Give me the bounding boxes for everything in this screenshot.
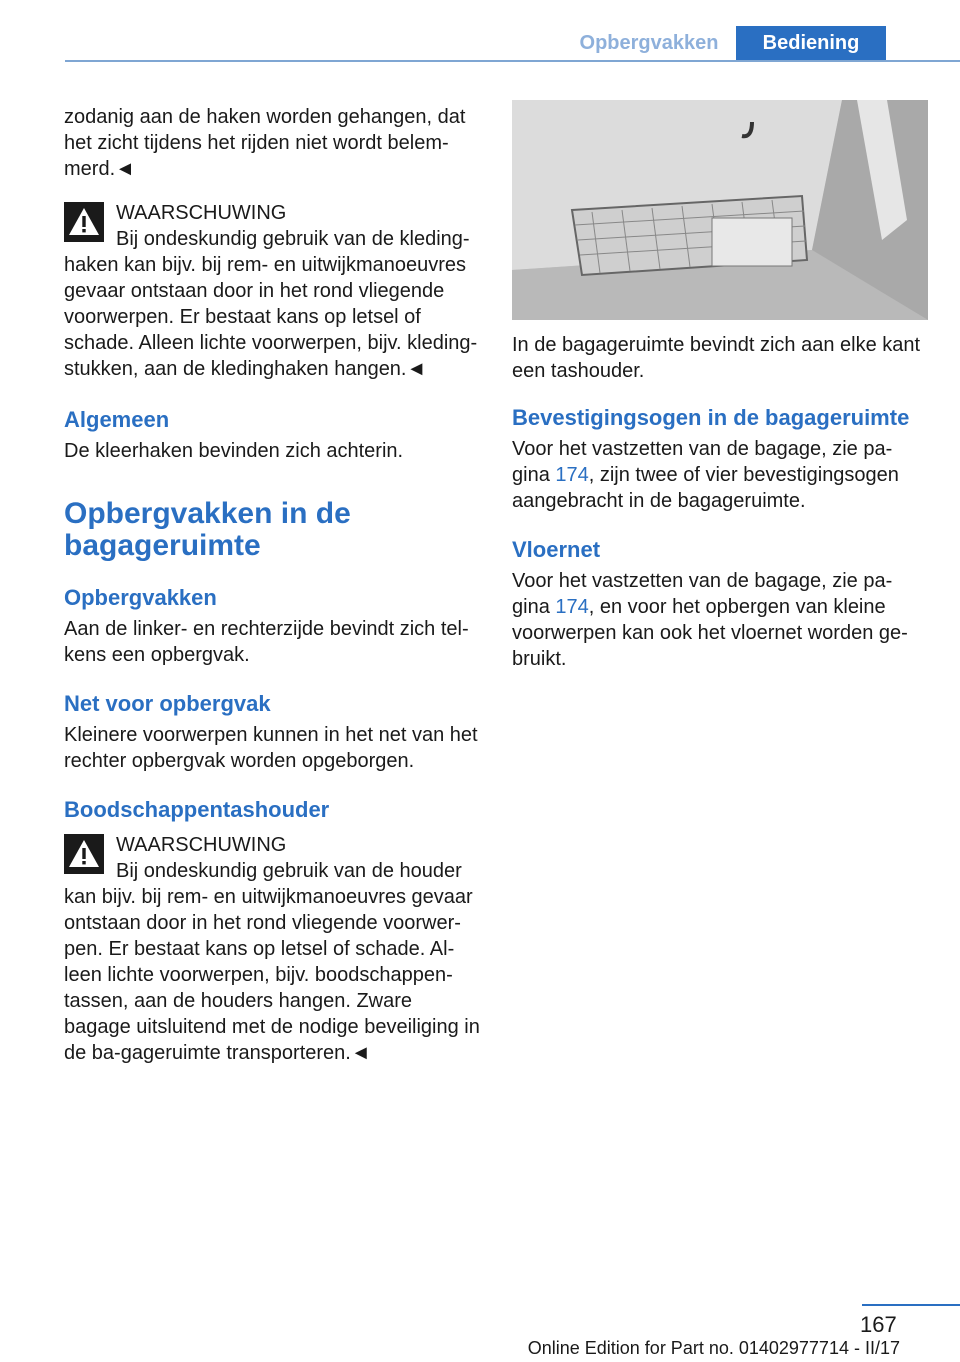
- trunk-bag-holder-photo: [512, 100, 928, 320]
- warning-title: WAARSCHUWING: [116, 834, 287, 856]
- photo-caption: In de bagageruimte bevindt zich aan elke kant een tashouder.: [512, 334, 921, 382]
- running-header-section: Opbergvakken: [579, 31, 719, 54]
- net-text: Kleinere voorwerpen kunnen in het net van het rechter opbergvak worden opgeborgen.: [64, 724, 478, 772]
- page-reference-link[interactable]: 174: [555, 596, 589, 618]
- text-segment: , en voor het opbergen van kleine voorwerpen kan ook het vloernet worden ge-bruikt.: [512, 596, 908, 670]
- heading-net-voor-opbergvak: Net voor opbergvak: [64, 691, 271, 716]
- page-reference-link[interactable]: 174: [555, 464, 589, 486]
- footer-divider: [862, 1304, 960, 1306]
- intro-paragraph: zodanig aan de haken worden gehangen, dat het zicht tijdens het rijden niet wordt belem-merd.◄: [64, 106, 466, 180]
- warning-text: kan bijv. bij rem- en uitwijkmanoeuvres gevaar ontstaan door in het rond vliegende voorwer-pen. Er bestaat kans op letsel of schade. Al-leen lichte voorwerpen, bijv. boodschappen-tassen, aan de houders hangen. Zware bagage uitsluitend met de nodige beveiliging in de ba-gageruimte transporteren.◄: [64, 886, 480, 1064]
- warning-text: haken kan bijv. bij rem- en uitwijkmanoeuvres gevaar ontstaan door in het rond vliegende voorwerpen. Er bestaat kans op letsel of schade. Alleen lichte voorwerpen, bijv. kleding-stukken, aan de kledinghaken hangen.◄: [64, 254, 478, 380]
- warning-triangle-icon: [64, 834, 104, 874]
- warning-text-first-line: Bij ondeskundig gebruik van de kleding-: [116, 228, 470, 250]
- heading-bevestigingsogen: Bevestigingsogen in de bagageruimte: [512, 405, 910, 430]
- section-heading: Opbergvakken in de bagageruimte: [64, 497, 351, 562]
- bevestigingsogen-text: [512, 436, 928, 514]
- heading-vloernet: Vloernet: [512, 537, 601, 562]
- opbergvakken-text: Aan de linker- en rechterzijde bevindt zich tel-kens een opbergvak.: [64, 618, 469, 666]
- edition-footer: Online Edition for Part no. 01402977714 - II/17: [527, 1338, 900, 1358]
- warning-block-1: [64, 200, 480, 382]
- right-column: [512, 100, 928, 672]
- warning-text-first-line: Bij ondeskundig gebruik van de houder: [116, 860, 462, 882]
- text-segment: Voor het vastzetten van de bagage, zie pa-gina: [512, 570, 893, 618]
- running-header-chapter-tab: Bediening: [736, 26, 886, 60]
- warning-title: WAARSCHUWING: [116, 202, 287, 224]
- warning-block-2: [64, 832, 480, 1066]
- vloernet-text: [512, 568, 928, 672]
- warning-triangle-icon: [64, 202, 104, 242]
- page-number: 167: [860, 1312, 897, 1337]
- left-column: [64, 100, 480, 1066]
- header-divider: [65, 60, 960, 62]
- text-segment: , zijn twee of vier bevestigingsogen aangebracht in de bagageruimte.: [512, 464, 899, 512]
- text-segment: Voor het vastzetten van de bagage, zie pa-gina: [512, 438, 893, 486]
- heading-opbergvakken: Opbergvakken: [64, 585, 217, 610]
- heading-boodschappentashouder: Boodschappentashouder: [64, 797, 330, 822]
- algemeen-text: De kleerhaken bevinden zich achterin.: [64, 440, 404, 462]
- heading-algemeen: Algemeen: [64, 407, 170, 432]
